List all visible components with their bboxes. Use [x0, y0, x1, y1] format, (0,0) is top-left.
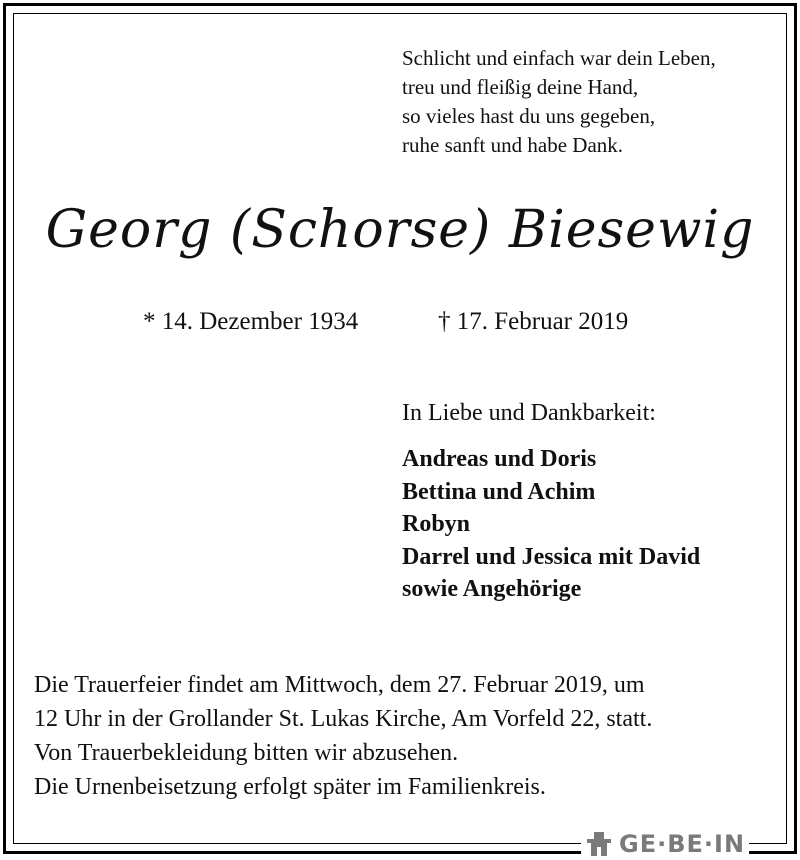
mourner-name: Bettina und Achim: [402, 478, 596, 505]
poem-line: treu und fleißig deine Hand,: [402, 75, 639, 99]
poem-line: so vieles hast du uns gegeben,: [402, 104, 656, 128]
poem-line: Schlicht und einfach war dein Leben,: [402, 46, 716, 70]
mourner-name: Darrel und Jessica mit David: [402, 543, 701, 570]
service-line: 12 Uhr in der Grollander St. Lukas Kirche, Am Vorfeld 22, statt.: [34, 706, 653, 732]
death-date: † 17. Februar 2019: [438, 308, 629, 335]
birth-date: * 14. Dezember 1934: [143, 308, 359, 335]
service-line: Die Trauerfeier findet am Mittwoch, dem 27. Februar 2019, um: [34, 672, 645, 698]
mourner-name: sowie Angehörige: [402, 576, 582, 602]
gebein-logo-text: GE·BE·IN: [619, 830, 746, 858]
gebein-logo: [581, 830, 749, 858]
deceased-name: Georg (Schorse) Biesewig: [45, 200, 755, 260]
poem: [402, 44, 716, 160]
service-info: [34, 668, 652, 804]
mourners-intro: In Liebe und Dankbarkeit:: [402, 400, 656, 426]
service-line: Die Urnenbeisetzung erfolgt später im Familienkreis.: [34, 774, 546, 800]
mourners-list: [402, 443, 700, 606]
mourner-name: Robyn: [402, 511, 471, 537]
poem-line: ruhe sanft und habe Dank.: [402, 133, 624, 157]
service-line: Von Trauerbekleidung bitten wir abzusehen.: [34, 740, 459, 766]
gebein-logo-icon: [585, 830, 613, 858]
mourner-name: Andreas und Doris: [402, 446, 597, 472]
